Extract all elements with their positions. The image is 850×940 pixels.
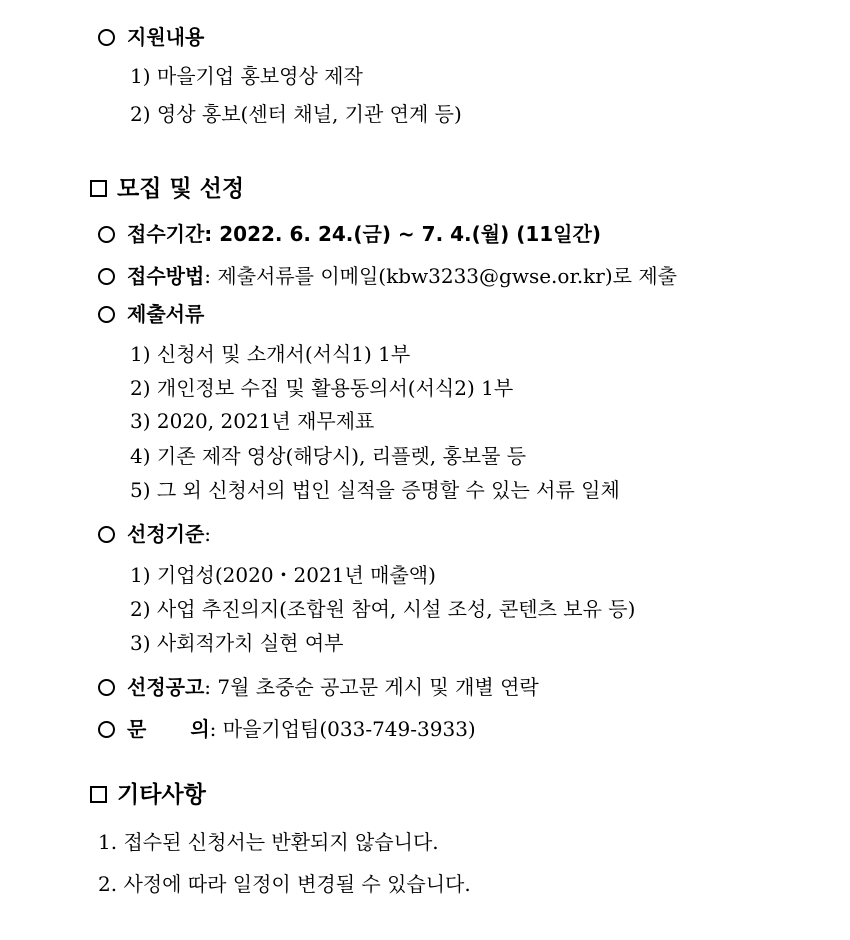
circle-bullet-icon	[98, 226, 115, 243]
list-item: 3) 사회적가치 실현 여부	[130, 631, 344, 655]
inquiry-row	[98, 717, 476, 741]
announce-label: 선정공고	[127, 675, 205, 699]
list-item: 1. 접수된 신청서는 반환되지 않습니다.	[98, 830, 439, 854]
criteria-suffix: :	[204, 522, 212, 546]
list-item: 1) 기업성(2020・2021년 매출액)	[130, 563, 436, 587]
circle-bullet-icon	[98, 268, 115, 285]
recruit-heading	[90, 175, 244, 203]
list-item: 3) 2020, 2021년 재무제표	[130, 409, 375, 433]
etc-heading	[90, 781, 206, 809]
period-value: : 2022. 6. 24.(금) ~ 7. 4.(월) (11일간)	[204, 222, 601, 246]
square-bullet-icon	[90, 786, 107, 803]
circle-bullet-icon	[98, 721, 115, 738]
period-row	[98, 222, 601, 246]
method-value: : 제출서류를 이메일(kbw3233@gwse.or.kr)로 제출	[204, 264, 677, 288]
recruit-heading-text: 모집 및 선정	[117, 176, 245, 202]
list-item: 5) 그 외 신청서의 법인 실적을 증명할 수 있는 서류 일체	[130, 478, 620, 502]
support-label: 지원내용	[127, 25, 205, 49]
method-row	[98, 264, 677, 288]
announce-value: : 7월 초중순 공고문 게시 및 개별 연락	[204, 675, 539, 699]
square-bullet-icon	[90, 180, 107, 197]
announce-row	[98, 675, 539, 699]
criteria-row	[98, 522, 211, 546]
list-item: 1) 마을기업 홍보영상 제작	[130, 64, 363, 88]
circle-bullet-icon	[98, 526, 115, 543]
inquiry-value: : 마을기업팀(033-749-3933)	[209, 717, 476, 741]
inquiry-label-a: 문	[127, 717, 147, 741]
list-item: 2) 영상 홍보(센터 채널, 기관 연계 등)	[130, 102, 462, 126]
circle-bullet-icon	[98, 679, 115, 696]
list-item: 2) 개인정보 수집 및 활용동의서(서식2) 1부	[130, 376, 514, 400]
list-item: 1) 신청서 및 소개서(서식1) 1부	[130, 342, 411, 366]
list-item: 4) 기존 제작 영상(해당시), 리플렛, 홍보물 등	[130, 444, 527, 468]
inquiry-label-b: 의	[190, 717, 210, 741]
period-label: 접수기간	[127, 222, 205, 246]
circle-bullet-icon	[98, 29, 115, 46]
list-item: 2) 사업 추진의지(조합원 참여, 시설 조성, 콘텐츠 보유 등)	[130, 597, 636, 621]
etc-heading-text: 기타사항	[117, 782, 206, 808]
circle-bullet-icon	[98, 306, 115, 323]
support-section-title	[98, 25, 204, 49]
list-item: 2. 사정에 따라 일정이 변경될 수 있습니다.	[98, 872, 471, 896]
criteria-label: 선정기준	[127, 522, 205, 546]
docs-label: 제출서류	[127, 302, 205, 326]
method-label: 접수방법	[127, 264, 205, 288]
docs-row	[98, 302, 204, 326]
